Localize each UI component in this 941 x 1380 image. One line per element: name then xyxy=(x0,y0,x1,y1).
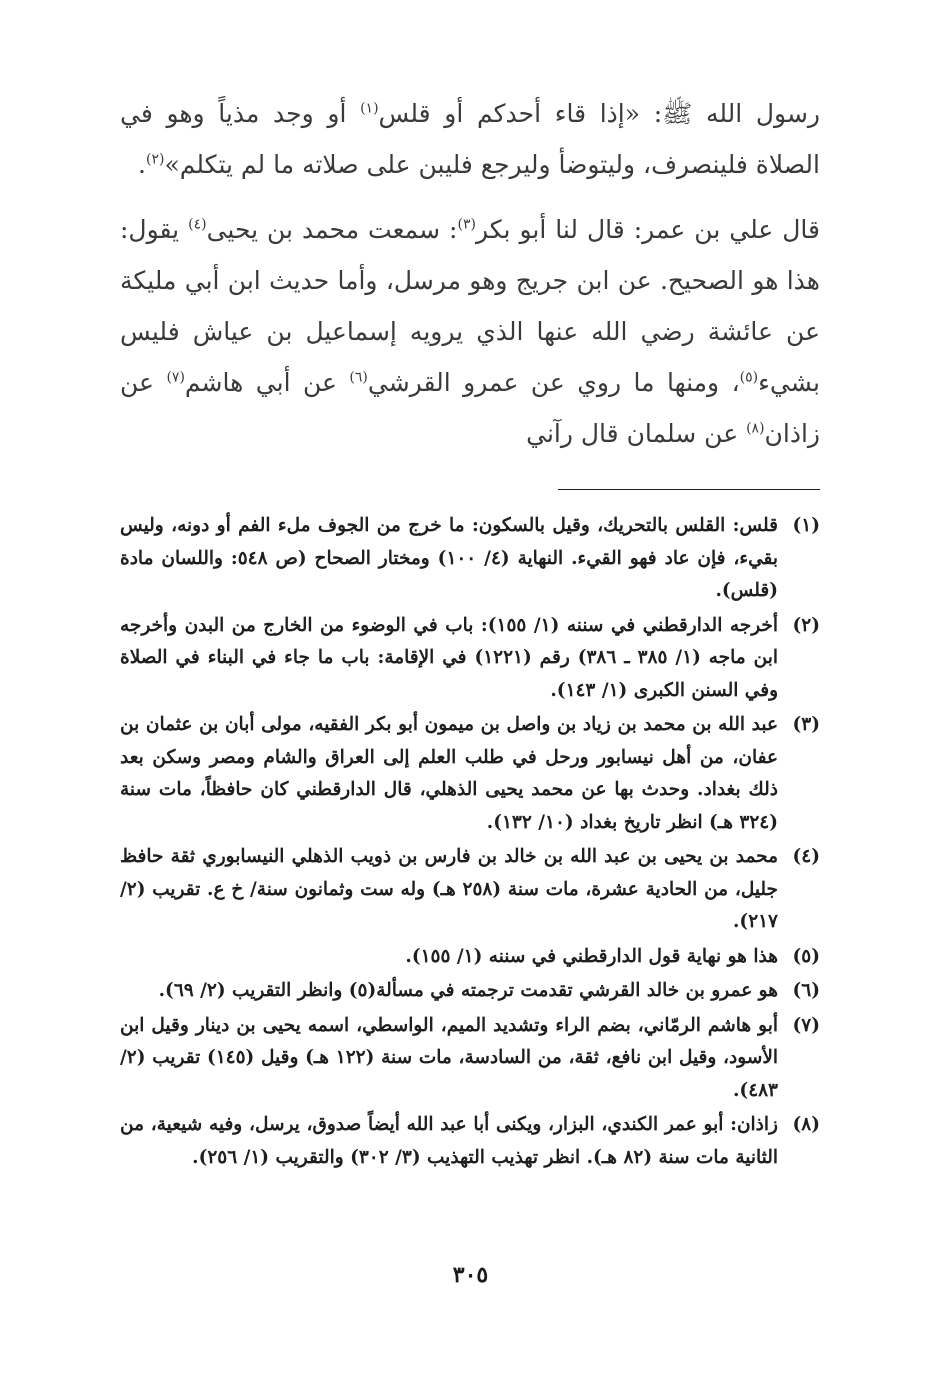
footnote-item xyxy=(120,610,820,708)
paragraph-1-text-3: . xyxy=(138,150,146,179)
paragraph-2 xyxy=(120,204,820,459)
paragraph-2-text-2: : سمعت محمد بن يحيى xyxy=(206,215,458,244)
paragraph-2-text-4: ، ومنها ما روي عن عمرو القرشي xyxy=(367,368,740,397)
footnote-ref-2[interactable]: (٢) xyxy=(145,151,165,168)
footnote-text: قلس: القلس بالتحريك، وقيل بالسكون: ما خرج من الجوف ملء الفم أو دونه، وليس بقيء، فإن عاد فهو القيء. النهاية (٤/ ١٠٠) ومختار الصحاح (ص ٥٤٨: واللسان مادة (قلس). xyxy=(120,515,779,601)
footnote-item xyxy=(120,709,820,839)
main-text xyxy=(120,88,820,459)
footnote-item xyxy=(120,1010,820,1108)
footnote-divider xyxy=(558,489,820,490)
footnote-ref-4[interactable]: (٤) xyxy=(188,216,207,233)
paragraph-2-text-5: عن أبي هاشم xyxy=(184,368,350,397)
footnote-number: (١) xyxy=(792,515,820,536)
footnote-ref-6[interactable]: (٦) xyxy=(349,369,368,386)
footnote-item xyxy=(120,510,820,608)
footnote-item xyxy=(120,841,820,939)
paragraph-2-text: قال علي بن عمر: قال لنا أبو بكر xyxy=(475,215,820,244)
footnote-item xyxy=(120,941,820,974)
footnote-number: (٤) xyxy=(792,846,820,867)
footnote-number: (٨) xyxy=(792,1114,820,1135)
footnote-item xyxy=(120,975,820,1008)
paragraph-2-text-3: يقول: هذا هو الصحيح. عن ابن جريج وهو مرسل، وأما حديث ابن أبي مليكة عن عائشة رضي الله عنها الذي يرويه إسماعيل بن عياش فليس بشيء xyxy=(120,215,820,397)
paragraph-1 xyxy=(120,88,820,190)
footnote-number: (٢) xyxy=(792,614,820,636)
paragraph-2-text-7: عن سلمان قال رآني xyxy=(526,419,747,448)
footnote-ref-5[interactable]: (٥) xyxy=(739,369,759,386)
footnote-text: أخرجه الدارقطني في سننه (١/ ١٥٥): باب في الوضوء من الخارج من البدن وأخرجه ابن ماجه (١/ ٣٨٥ ـ ٣٨٦) رقم (١٢٢١) في الإقامة: باب ما جاء في البناء في الصلاة وفي السنن الكبرى (١/ ١٤٣). xyxy=(120,614,778,701)
paragraph-1-text: رسول الله ﷺ: «إذا قاء أحدكم أو قلس xyxy=(378,99,820,128)
paragraph-1-text-2: أو وجد مذياً وهو في الصلاة فلينصرف، وليتوضأ وليرجع فليبن على صلاته ما لم يتكلم» xyxy=(120,99,820,179)
paragraph-2-text-6: عن زاذان xyxy=(120,368,820,448)
page-body xyxy=(120,88,820,1176)
footnote-divider-wrap xyxy=(120,459,820,490)
footnote-number: (٦) xyxy=(792,980,820,1001)
footnote-ref-8[interactable]: (٨) xyxy=(746,420,765,437)
footnote-text: زاذان: أبو عمر الكندي، البزار، ويكنى أبا عبد الله أيضاً صدوق، يرسل، وفيه شيعية، من الثانية مات سنة (٨٢ هـ). انظر تهذيب التهذيب (٣/ ٣٠٢) والتقريب (١/ ٢٥٦). xyxy=(120,1114,778,1168)
footnote-text: أبو هاشم الرمّاني، بضم الراء وتشديد الميم، الواسطي، اسمه يحيى بن دينار وقيل ابن الأسود، وقيل ابن نافع، ثقة، من السادسة، مات سنة (١٢٢ هـ) وقيل (١٤٥) تقريب (٢/ ٤٨٣). xyxy=(120,1014,779,1101)
page-number: ٣٠٥ xyxy=(452,1262,489,1288)
footnote-number: (٣) xyxy=(792,714,820,735)
footnote-item xyxy=(120,1109,820,1174)
footnote-ref-7[interactable]: (٧) xyxy=(166,369,185,386)
footnote-text: هذا هو نهاية قول الدارقطني في سننه (١/ ١٥٥). xyxy=(405,945,778,967)
footnote-text: عبد الله بن محمد بن زياد بن واصل بن ميمون أبو بكر الفقيه، مولى أبان بن عثمان بن عفان، من أهل نيسابور ورحل في طلب العلم إلى العراق والشام ومصر وسكن بعد ذلك بغداد. وحدث بها عن محمد يحيى الذهلي، قال الدارقطني كان حافظاً، مات سنة (٣٢٤ هـ) انظر تاريخ بغداد (١٠/ ١٣٢). xyxy=(120,714,778,833)
footnote-number: (٧) xyxy=(792,1014,820,1036)
footnote-ref-3[interactable]: (٣) xyxy=(457,216,476,233)
footnote-number: (٥) xyxy=(792,945,820,967)
footnote-text: هو عمرو بن خالد القرشي تقدمت ترجمته في مسألة(٥) وانظر التقريب (٢/ ٦٩). xyxy=(158,980,778,1001)
footnote-ref-1[interactable]: (١) xyxy=(360,100,379,117)
footnote-text: محمد بن يحيى بن عبد الله بن خالد بن فارس بن ذويب الذهلي النيسابوري ثقة حافظ جليل، من الحادية عشرة، مات سنة (٢٥٨ هـ) وله ست وثمانون سنة/ خ ع. تقريب (٢/ ٢١٧). xyxy=(120,846,778,932)
footnotes xyxy=(120,510,820,1174)
